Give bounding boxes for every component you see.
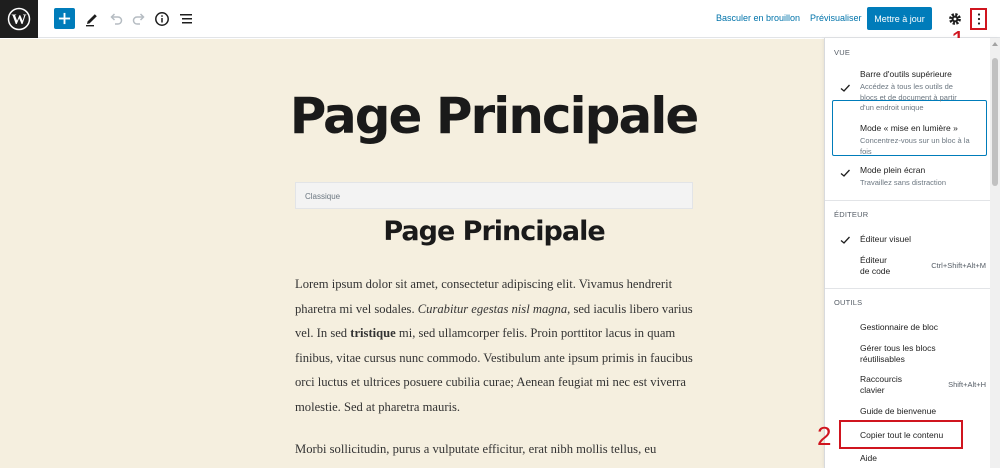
menu-section-tools: OUTILS: [834, 298, 863, 307]
paragraph-text: , sed iaculis libero varius vel. In sed: [295, 301, 693, 341]
info-icon: [154, 11, 170, 27]
menu-divider: [825, 288, 991, 289]
menu-item-block-manager[interactable]: [834, 322, 986, 336]
editor-canvas[interactable]: [0, 39, 824, 468]
redo-button[interactable]: [128, 8, 150, 30]
checkmark-icon: [839, 82, 851, 94]
menu-item-label: Copier tout le contenu: [860, 430, 944, 440]
more-options-menu: [824, 38, 1000, 468]
annotation-marker-2: 2: [817, 421, 832, 451]
menu-item-top-toolbar[interactable]: [834, 69, 986, 117]
menu-item-label: Gestionnaire de bloc: [860, 322, 938, 332]
add-block-button[interactable]: [54, 8, 75, 29]
more-options-button[interactable]: [970, 8, 987, 30]
menu-section-view: VUE: [834, 48, 851, 57]
menu-item-description: Concentrez-vous sur un bloc à la fois: [860, 136, 970, 156]
undo-button[interactable]: [105, 8, 127, 30]
plus-icon: [58, 12, 71, 25]
undo-icon: [108, 11, 124, 27]
menu-item-description: Travaillez sans distraction: [860, 178, 947, 187]
wordpress-logo[interactable]: [0, 0, 38, 38]
more-vertical-icon: [974, 12, 984, 26]
checkmark-icon: [839, 167, 851, 179]
post-title[interactable]: Page Principale: [289, 87, 698, 145]
menu-item-copy-all-content[interactable]: [834, 430, 986, 444]
menu-item-help[interactable]: [834, 453, 986, 467]
menu-divider: [825, 200, 991, 201]
scrollbar-thumb[interactable]: [992, 58, 998, 186]
update-button[interactable]: Mettre à jour: [867, 7, 932, 30]
menu-item-visual-editor[interactable]: [834, 234, 986, 248]
menu-scrollbar[interactable]: [990, 38, 1000, 468]
menu-item-reusable-blocks[interactable]: [834, 343, 986, 367]
svg-text:W: W: [11, 12, 27, 28]
bold-text: tristique: [350, 326, 396, 341]
paragraph-text: mi, sed ullamcorper felis. Proin porttitor lacus in quam finibus, vitae cursus nunc commodo. Vestibulum ante ipsum primis in faucibus orci luctus et ultrices posuere cubilia curae; Aenean feugiat mi nec est viverra molestie. Sed at pharetra mauris.: [295, 326, 693, 414]
menu-item-label: Mode plein écran: [860, 165, 926, 175]
paragraph-text: Lorem ipsum dolor sit amet, consectetur adipiscing elit. Vivamus hendrerit pharetra mi vel sodales.: [295, 277, 673, 316]
menu-item-shortcut: Shift+Alt+H: [948, 380, 986, 389]
menu-item-label: Mode « mise en lumière »: [860, 123, 958, 133]
menu-item-shortcut: Ctrl+Shift+Alt+M: [931, 261, 986, 270]
menu-item-label: Guide de bienvenue: [860, 406, 937, 416]
menu-item-welcome-guide[interactable]: [834, 406, 986, 420]
redo-icon: [131, 11, 147, 27]
content-heading[interactable]: Page Principale: [383, 216, 605, 247]
pencil-icon: [84, 11, 100, 27]
menu-item-label: Barre d'outils supérieure: [860, 69, 952, 79]
menu-item-label: Aide: [860, 453, 878, 463]
menu-item-code-editor[interactable]: [834, 255, 986, 279]
italic-text: Curabitur egestas nisl magna: [417, 301, 568, 316]
menu-item-keyboard-shortcuts[interactable]: [834, 374, 986, 398]
scroll-up-arrow-icon[interactable]: [992, 42, 998, 46]
wordpress-icon: [7, 7, 31, 31]
edit-tool-button[interactable]: [81, 8, 103, 30]
menu-item-label: Raccourcis clavier: [860, 374, 903, 395]
preview-button[interactable]: Prévisualiser: [810, 13, 862, 23]
list-view-button[interactable]: [175, 8, 197, 30]
menu-section-editor: ÉDITEUR: [834, 210, 869, 219]
switch-to-draft-button[interactable]: Basculer en brouillon: [716, 13, 801, 23]
menu-item-spotlight-mode[interactable]: [834, 123, 986, 159]
list-view-icon: [178, 11, 194, 27]
classic-block-toolbar[interactable]: Classique: [295, 182, 693, 209]
menu-item-label: Éditeur de code: [860, 255, 891, 276]
info-button[interactable]: [151, 8, 173, 30]
content-paragraph[interactable]: [295, 272, 693, 420]
menu-item-fullscreen-mode[interactable]: [834, 165, 986, 191]
top-toolbar: [0, 0, 1000, 38]
checkmark-icon: [839, 234, 851, 246]
menu-item-label: Éditeur visuel: [860, 234, 912, 244]
content-paragraph[interactable]: Morbi sollicitudin, purus a vulputate efficitur, erat nibh mollis tellus, eu: [295, 442, 657, 456]
menu-item-label: Gérer tous les blocs réutilisables: [860, 343, 936, 364]
menu-item-description: Accédez à tous les outils de blocs et de document à partir d'un endroit unique: [860, 82, 957, 112]
